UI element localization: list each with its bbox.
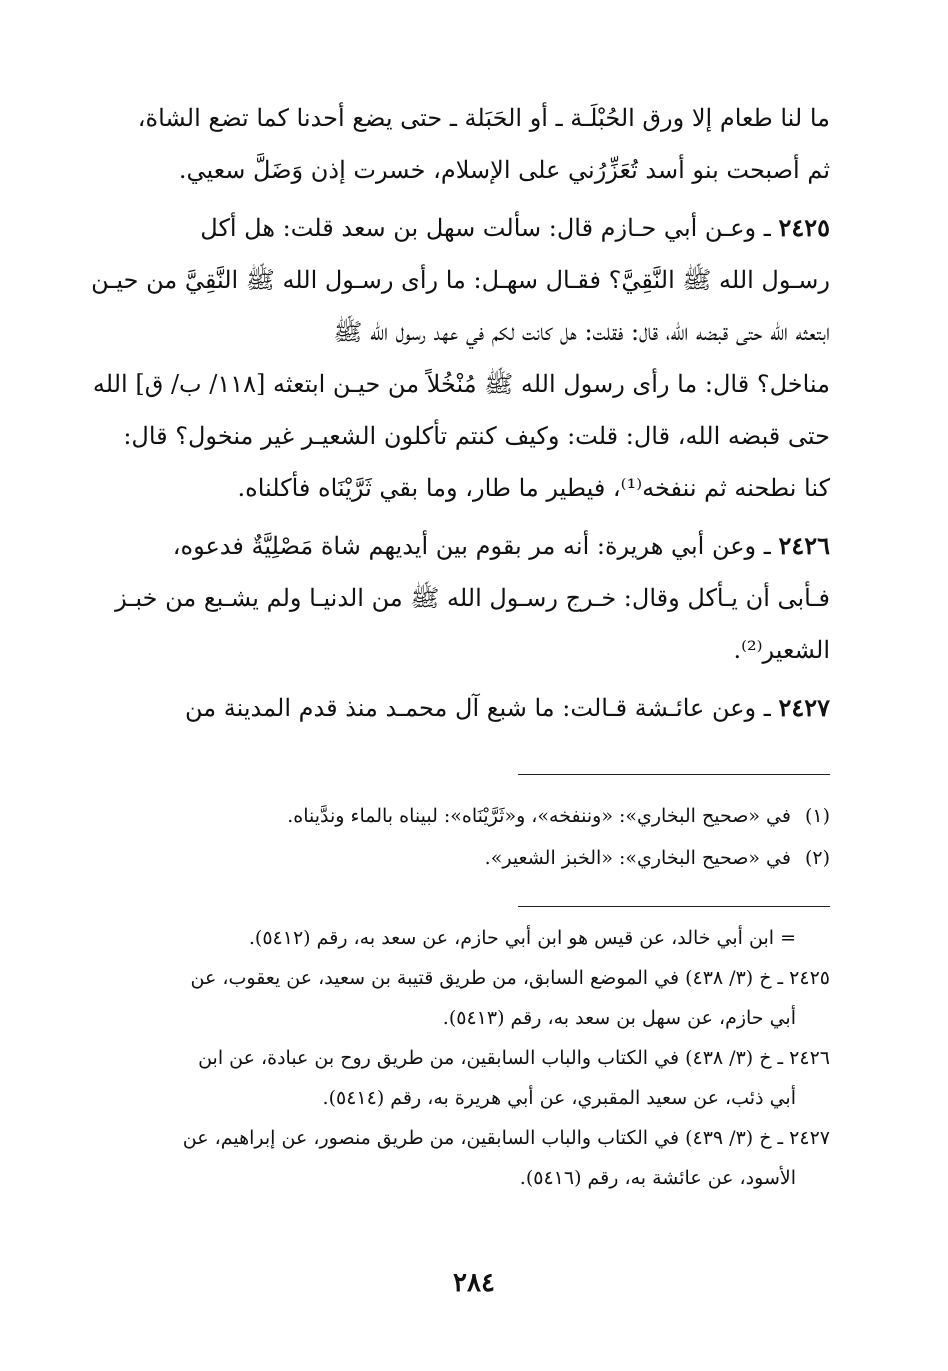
text-line: مناخل؟ قال: ما رأى رسول الله ﷺ مُنْخُلاً من حيـن ابتعثه [١١٨/ ب/ ق] الله bbox=[92, 370, 830, 398]
text-line: كنا نطحنه ثم ننفخه⁽¹⁾، فيطير ما طار، وما بقي ثَرَّيْنَاه فأكلناه. bbox=[237, 474, 830, 502]
text-line: ما لنا طعام إلا ورق الحُبْلَـة ـ أو الحَبَلة ـ حتى يضع أحدنا كما تضع الشاة، bbox=[137, 104, 830, 132]
hadith-2425-line: ٢٤٢٥ ـ وعـن أبي حـازم قال: سألت سهل بن سعد قلت: هل أكل bbox=[200, 213, 830, 242]
hadith-2427-line: ٢٤٢٧ ـ وعن عائـشة قـالت: ما شبع آل محمـد منذ قدم المدينة من bbox=[185, 693, 830, 722]
footnote-mark: (١) bbox=[804, 805, 830, 827]
text-line: رسـول الله ﷺ النَّقِيَّ؟ فقـال سهـل: ما رأى رسـول الله ﷺ النَّقِيَّ من حيـن bbox=[91, 266, 830, 294]
text-line: الشعير⁽²⁾. bbox=[733, 636, 830, 664]
takhrij-divider bbox=[518, 906, 830, 907]
page-number: ٢٨٤ bbox=[453, 1268, 495, 1298]
hadith-number: ٢٤٢٧ bbox=[778, 693, 830, 722]
hadith-2426-line: ٢٤٢٦ ـ وعن أبي هريرة: أنه مر بقوم بين أيديهم شاة مَصْلِيَّةٌ فدعوه، bbox=[172, 531, 830, 560]
footnote-mark: (٢) bbox=[804, 847, 830, 869]
takhrij-line: الأسود، عن عائشة به، رقم (٥٤١٦). bbox=[519, 1167, 796, 1189]
footnote: (١)في «صحيح البخاري»: «وننفخه»، و«ثَرَّيْنَاه»: لبيناه بالماء وندَّيناه. bbox=[287, 805, 830, 827]
takhrij-line: = ابن أبي خالد، عن قيس هو ابن أبي حازم، عن سعد به، رقم (٥٤١٢). bbox=[248, 927, 796, 949]
hadith-number: ٢٤٢٥ bbox=[778, 213, 830, 242]
takhrij-line: أبي حازم، عن سهل بن سعد به، رقم (٥٤١٣). bbox=[442, 1007, 796, 1029]
footnote-divider bbox=[518, 774, 830, 775]
main-text bbox=[91, 92, 830, 734]
takhrij-line: ٢٤٢٦ ـ خ (٣/ ٤٣٨) في الكتاب والباب السابقين، من طريق روح بن عبادة، عن ابن bbox=[198, 1047, 830, 1069]
text-line: حتى قبضه الله، قال: قلت: وكيف كنتم تأكلون الشعيـر غير منخول؟ قال: bbox=[123, 422, 830, 450]
takhrij-notes bbox=[115, 918, 830, 1198]
footnote: (٢)في «صحيح البخاري»: «الخبز الشعير». bbox=[484, 847, 830, 869]
hadith-number: ٢٤٢٦ bbox=[778, 531, 830, 560]
text-line: فـأبى أن يـأكل وقال: خـرج رسـول الله ﷺ من الدنيـا ولم يشـبع من خبـز bbox=[115, 584, 830, 612]
footnotes bbox=[115, 795, 830, 879]
takhrij-line: أبي ذئب، عن سعيد المقبري، عن أبي هريرة به، رقم (٥٤١٤). bbox=[322, 1087, 796, 1109]
takhrij-line: ٢٤٢٥ ـ خ (٣/ ٤٣٨) في الموضع السابق، من طريق قتيبة بن سعيد، عن يعقوب، عن bbox=[190, 967, 830, 989]
text-line: ابتعثه الله حتى قبضه الله، قال: فقلت: هل كانت لكم في عهد رسول الله ﷺ bbox=[333, 318, 830, 346]
takhrij-line: ٢٤٢٧ ـ خ (٣/ ٤٣٩) في الكتاب والباب السابقين، من طريق منصور، عن إبراهيم، عن bbox=[182, 1127, 830, 1149]
text-line: ثم أصبحت بنو أسد تُعَزِّرُني على الإسلام، خسرت إذن وَضَلَّ سعيي. bbox=[178, 156, 830, 184]
